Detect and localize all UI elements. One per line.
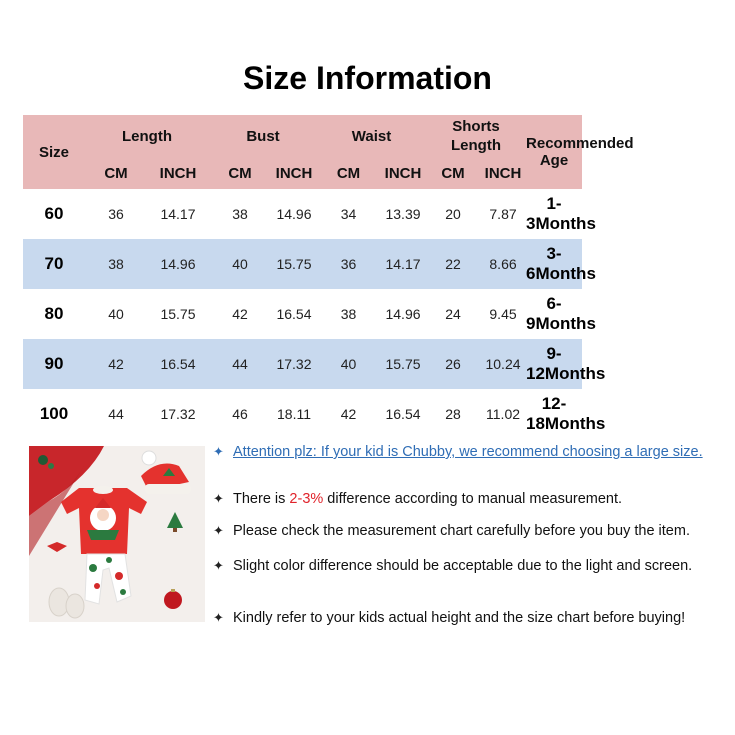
cell-length-inch: 15.75	[160, 306, 196, 322]
sparkle-icon: ✦	[213, 444, 224, 459]
cell-length-inch: 16.54	[147, 339, 209, 389]
difference-note	[213, 489, 713, 509]
cell-shorts-inch: 9.45	[489, 306, 517, 322]
table-row	[23, 339, 714, 389]
cell-shorts-inch: 10.24	[480, 339, 526, 389]
cell-waist-inch: 14.96	[385, 306, 421, 322]
cell-size: 90	[23, 339, 85, 389]
attention-note[interactable]	[213, 442, 713, 462]
cell-bust-inch: 14.96	[276, 206, 312, 222]
cell-waist-inch: 16.54	[385, 406, 421, 422]
header-waist: Waist	[317, 115, 426, 157]
cell-bust-cm: 44	[209, 339, 271, 389]
cell-length-cm: 36	[108, 206, 124, 222]
cell-age: 6-9Months	[526, 294, 596, 333]
sparkle-icon: ✦	[213, 558, 224, 573]
header-inch: INCH	[271, 157, 317, 189]
difference-post: difference according to manual measurement.	[323, 491, 623, 507]
cell-size: 60	[44, 204, 64, 223]
header-bust: Bust	[209, 115, 317, 157]
cell-length-cm: 44	[108, 406, 124, 422]
cell-shorts-cm: 24	[445, 306, 461, 322]
cell-length-cm: 40	[108, 306, 124, 322]
cell-shorts-inch: 7.87	[489, 206, 517, 222]
header-cm: CM	[426, 157, 480, 189]
difference-pre: There is	[233, 491, 290, 507]
check-text: Please check the measurement chart carefully before you buy the item.	[233, 523, 690, 539]
cell-shorts-cm: 22	[426, 239, 480, 289]
cell-waist-inch: 13.39	[385, 206, 421, 222]
cell-shorts-cm: 28	[445, 406, 461, 422]
header-cm: CM	[85, 157, 147, 189]
cell-length-inch: 14.17	[160, 206, 196, 222]
header-inch: INCH	[380, 157, 426, 189]
cell-age: 9-12Months	[526, 339, 582, 389]
cell-shorts-cm: 20	[445, 206, 461, 222]
header-shorts-length: Shorts Length	[426, 115, 526, 157]
cell-bust-cm: 46	[232, 406, 248, 422]
header-cm: CM	[317, 157, 380, 189]
header-inch: INCH	[147, 157, 209, 189]
cell-shorts-cm: 26	[426, 339, 480, 389]
cell-age: 12-18Months	[526, 394, 606, 433]
cell-length-cm: 42	[85, 339, 147, 389]
refer-text: Kindly refer to your kids actual height and the size chart before buying!	[233, 610, 686, 626]
cell-waist-cm: 40	[317, 339, 380, 389]
difference-highlight: 2-3%	[289, 491, 324, 507]
cell-waist-inch: 15.75	[380, 339, 426, 389]
page-title: Size Information	[243, 60, 492, 96]
table-row	[23, 239, 714, 289]
baby-outfit-illustration	[29, 446, 205, 622]
cell-size: 100	[39, 404, 69, 423]
header-recommended-age: Recommended Age	[526, 115, 582, 189]
cell-bust-inch: 15.75	[271, 239, 317, 289]
size-table	[23, 115, 714, 439]
header-length: Length	[85, 115, 209, 157]
cell-bust-cm: 40	[209, 239, 271, 289]
cell-length-inch: 17.32	[160, 406, 196, 422]
sparkle-icon: ✦	[213, 523, 224, 538]
refer-note	[213, 608, 713, 628]
cell-size: 80	[44, 304, 64, 323]
cell-waist-cm: 42	[340, 406, 357, 422]
table-row	[23, 389, 714, 439]
header-cm: CM	[209, 157, 271, 189]
cell-shorts-inch: 11.02	[486, 406, 521, 422]
cell-shorts-inch: 8.66	[480, 239, 526, 289]
cell-waist-inch: 14.17	[380, 239, 426, 289]
cell-bust-cm: 42	[232, 306, 248, 322]
baby-outfit-photo	[29, 446, 205, 622]
cell-length-cm: 38	[85, 239, 147, 289]
table-row	[23, 289, 714, 339]
cell-age: 1-3Months	[526, 194, 596, 233]
header-size: Size	[23, 115, 85, 189]
cell-size: 70	[23, 239, 85, 289]
color-text: Slight color difference should be acceptable due to the light and screen.	[233, 558, 693, 574]
check-note	[213, 521, 713, 541]
sparkle-icon: ✦	[213, 610, 224, 625]
cell-waist-cm: 34	[340, 206, 357, 222]
color-note	[213, 556, 713, 576]
cell-bust-inch: 16.54	[276, 306, 312, 322]
header-inch: INCH	[480, 157, 526, 189]
cell-bust-inch: 17.32	[271, 339, 317, 389]
cell-waist-cm: 36	[317, 239, 380, 289]
cell-age: 3-6Months	[526, 239, 582, 289]
sparkle-icon: ✦	[213, 491, 224, 506]
cell-waist-cm: 38	[340, 306, 357, 322]
cell-bust-cm: 38	[232, 206, 248, 222]
attention-text: Attention plz: If your kid is Chubby, we recommend choosing a large size.	[233, 444, 703, 460]
cell-length-inch: 14.96	[147, 239, 209, 289]
table-row	[23, 189, 714, 239]
cell-bust-inch: 18.11	[277, 406, 311, 422]
